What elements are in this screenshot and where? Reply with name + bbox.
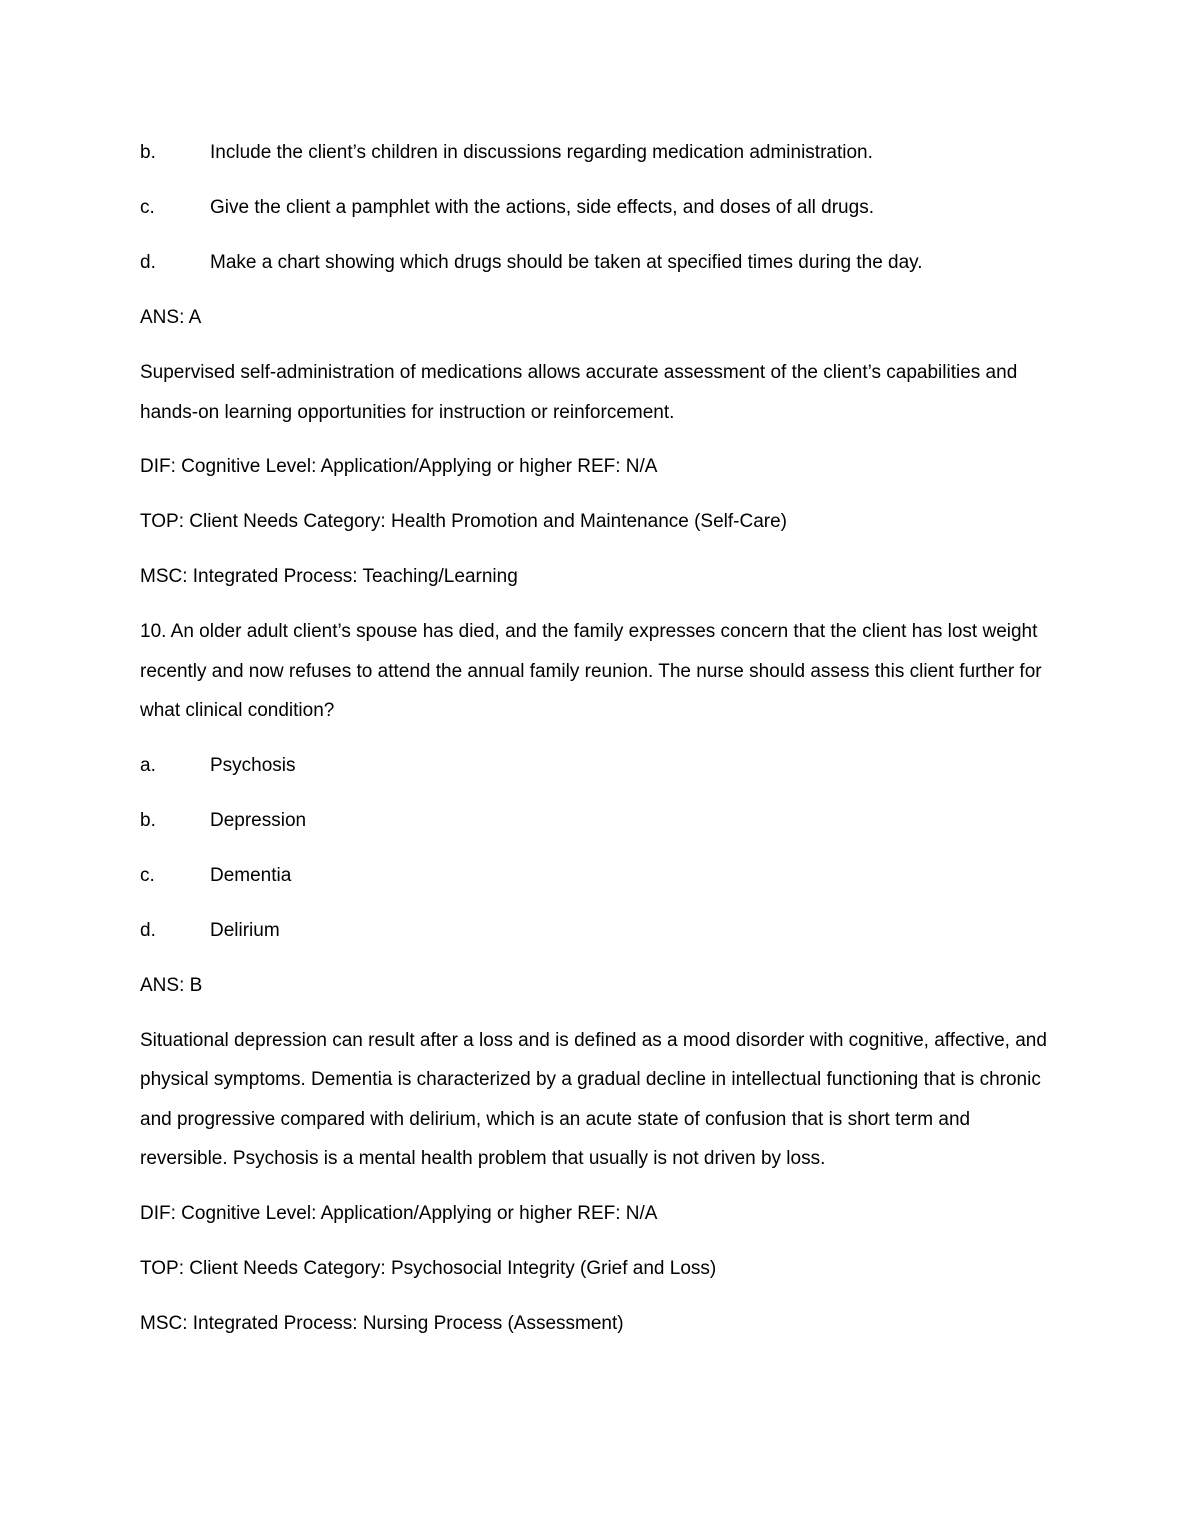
- q10-topic: TOP: Client Needs Category: Psychosocial Integrity (Grief and Loss): [140, 1257, 717, 1279]
- q10-option-a: [140, 754, 1055, 778]
- option-text: Depression: [210, 809, 307, 831]
- q10-stem: 10. An older adult client’s spouse has died, and the family expresses concern that the client has lost weight recently and now refuses to attend the annual family reunion. The nurse should assess this client further for what clinical condition?: [140, 621, 1042, 721]
- q9-msc: MSC: Integrated Process: Teaching/Learning: [140, 566, 518, 587]
- document-page: [140, 141, 1055, 1367]
- q9-option-d: [140, 251, 1055, 275]
- q10-rationale: Situational depression can result after a loss and is defined as a mood disorder with cognitive, affective, and physical symptoms. Dementia is characterized by a gradual decline in intellectual functioning that is chronic and progressive compared with delirium, which is an acute state of confusion that is short term and reversible. Psychosis is a mental health problem that usually is not driven by loss.: [140, 1029, 1047, 1169]
- option-text: Give the client a pamphlet with the actions, side effects, and doses of all drugs.: [210, 197, 874, 218]
- q10-option-d: [140, 919, 1055, 943]
- q9-topic: TOP: Client Needs Category: Health Promotion and Maintenance (Self-Care): [140, 511, 788, 532]
- option-text: Make a chart showing which drugs should be taken at specified times during the day.: [210, 252, 923, 273]
- q10-option-c: [140, 864, 1055, 888]
- q10-option-b: [140, 809, 1055, 833]
- q10-answer: ANS: B: [140, 974, 203, 996]
- option-letter: b.: [140, 809, 156, 831]
- option-text: Dementia: [210, 864, 292, 886]
- q10-difficulty: DIF: Cognitive Level: Application/Applying or higher REF: N/A: [140, 1202, 658, 1224]
- q9-difficulty: DIF: Cognitive Level: Application/Applying or higher REF: N/A: [140, 456, 658, 477]
- option-letter: a.: [140, 754, 156, 776]
- q9-rationale: Supervised self-administration of medications allows accurate assessment of the client’s capabilities and hands-on learning opportunities for instruction or reinforcement.: [140, 362, 1018, 423]
- option-letter: d.: [140, 252, 156, 273]
- option-letter: c.: [140, 864, 155, 886]
- option-text: Psychosis: [210, 754, 296, 776]
- q9-option-c: [140, 196, 1055, 220]
- q10-msc: MSC: Integrated Process: Nursing Process (Assessment): [140, 1312, 624, 1334]
- option-text: Delirium: [210, 919, 280, 941]
- q9-option-b: [140, 141, 1055, 165]
- option-letter: b.: [140, 142, 156, 163]
- option-letter: c.: [140, 197, 155, 218]
- option-letter: d.: [140, 919, 156, 941]
- q9-answer: ANS: A: [140, 307, 202, 328]
- option-text: Include the client’s children in discussions regarding medication administration.: [210, 142, 873, 163]
